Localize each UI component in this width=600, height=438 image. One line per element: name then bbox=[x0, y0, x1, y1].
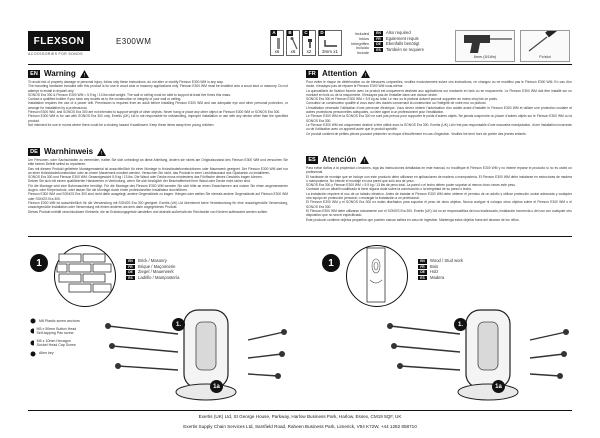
footer-divider bbox=[28, 410, 572, 411]
brick-wall-detail bbox=[54, 245, 116, 307]
material-de: DE Ziegel / Mauerwerk bbox=[126, 269, 179, 275]
step-badge-right: 1 bbox=[322, 254, 340, 272]
anchor-icon bbox=[30, 318, 36, 324]
part-qty: x6 bbox=[274, 49, 280, 54]
svg-text:!: ! bbox=[364, 158, 366, 164]
part-qty: 3mm x1 bbox=[321, 49, 338, 54]
part-c bbox=[302, 30, 316, 56]
model-number: E300WM bbox=[116, 37, 152, 46]
part-letter: D bbox=[320, 30, 324, 35]
part-qty: x2 bbox=[306, 49, 312, 54]
brand-tagline: ACCESSORIES FOR SONOS bbox=[28, 52, 83, 56]
material-en: EN Wood / Stud work bbox=[418, 258, 463, 264]
brick-pattern bbox=[55, 246, 113, 304]
cap-screw-icon bbox=[306, 39, 314, 49]
warning-triangle-icon bbox=[80, 70, 89, 78]
part-letter: C bbox=[304, 30, 308, 35]
allen-key-icon bbox=[30, 351, 36, 357]
flexson-logo: FLEXSON bbox=[28, 31, 90, 51]
material-es: ES Madera bbox=[418, 275, 463, 281]
svg-text:!: ! bbox=[364, 72, 367, 78]
drill-icon bbox=[456, 31, 516, 55]
wood-stud-detail bbox=[346, 245, 408, 307]
warning-triangle-icon bbox=[360, 156, 369, 164]
included-de: Inbegriffen bbox=[351, 41, 369, 46]
warning-body-es: Para evitar daños a la propiedad o lesiones, siga las instrucciones detalladas en este manual, no modifique el Flexson E300 WM y no intente reparar el producto si no es usted un profesional. El hardware de montaje que se incluye con este producto debe utilizarse en aplicaciones de madera o mampostería. El Flexson E300 WM debe instalarse en estructuras de madera o mampostería. No intente el montaje en una pared que solo sea de yeso. SONOS Era 300 y Flexson E300 WM = 5,9 kg / 13 lbs de peso total. La pared o el techo deben poder soportar al menos cinco veces este peso. Contacte con un albañil cualificado si tiene alguna duda sobre la construcción o la integridad de su pared o techo. La instalación requiere el uso de un taladro eléctrico. Antes de instalar el Flexson E300 WM debe obtener el permiso de un adulto y utilizar protección ocular adecuada y cualquier otro equipo de protección personal, o encargar la instalación a un profesional. El Flexson E300 WM y el SONOS Era 300 no están diseñados para soportar el peso de otros objetos. Nunca cuelgue ni coloque otros objetos sobre el Flexson E300 WM o el SONOS Era 300. El Flexson E300 WM debe utilizarse únicamente con el SONOS Era 300. Exertis (UK) Ltd no se responsabiliza del uso inadecuado, instalación incorrecta o del uso con cualquier otro dispositivo que no sea el especificado. Este producto contiene objetos pequeños que pueden causar asfixia en caso de ingestión. Mantenga estos objetos fuera del alcance de los niños. bbox=[306, 166, 572, 222]
bracket-base bbox=[458, 384, 518, 400]
warning-body-en: To avoid risk of property damage or personal injury, follow only these instructions, do not alter or modify Flexson E300 WM in any way. The mounting hardware included with this product is for use in wood stud or masonry applications only. Flexson E300 WM must be installed onto a wood stud or masonry. Do not attempt to install in drywall only. SONOS Era 300 & Flexson E300 WM = 5.9 kg / 13 lbs total weight. The wall or ceiling must be able to support at least five times this mass. Contact a qualified builder if you have any doubts as to the construction or integrity of your wall or ceiling. Installation requires the use of a power drill. Permission is required from an adult before installing Flexson E300 WM and use adequate eye and other personal protection, or arrange for installation by a professional. Flexson E300 WM, and SONOS Era 300 are not intended to support weight of other objects. Never hang or place any other object on Flexson E300 WM or SONOS Era 300. Flexson E300 WM is for use with SONOS Era 300 only. Exertis (UK) Ltd is not responsible for mishandling, improper installation or use with any device other than the specified product. Not intended for use in rooms where there could be a choking hazard if swallowed. Keep these items away from young children. bbox=[28, 80, 288, 127]
svg-text:!: ! bbox=[83, 72, 85, 78]
lang-code-en: EN bbox=[28, 70, 40, 78]
lang-code-fr: FR bbox=[306, 70, 318, 78]
substep-a-badge-left: 1a bbox=[210, 380, 223, 393]
part-qty: x6 bbox=[290, 49, 296, 54]
material-es: ES Ladrillo / Mampostería bbox=[126, 275, 179, 281]
step-badge-left: 1 bbox=[30, 254, 48, 272]
also-required-es: ES También se requiere bbox=[374, 48, 424, 53]
material-fr: FR Brique / Maçonnerie bbox=[126, 264, 179, 270]
warning-title-de: Warnhinweis bbox=[44, 147, 94, 156]
warning-title-en: Warning bbox=[44, 69, 76, 78]
included-es: Incluido bbox=[355, 46, 369, 51]
mid-divider bbox=[28, 236, 572, 237]
allen-key-icon bbox=[323, 38, 339, 48]
footer-address-uk: Exertis (UK) Ltd, St George House, Parkway, Harlow Business Park, Harlow, Essex, CM19 5QF, UK bbox=[198, 414, 402, 419]
brick-install-illustration bbox=[88, 300, 288, 410]
hardware-legend bbox=[30, 318, 82, 357]
part-b bbox=[286, 30, 300, 56]
cap-screw-icon bbox=[30, 340, 34, 346]
part-letter: A bbox=[272, 30, 276, 35]
legend-item-cap-screw: M5 x 10mm Hexagon Socket Head Cap Screw bbox=[30, 339, 82, 348]
substep-badge-left: 1. bbox=[172, 318, 185, 331]
warning-body-de: Um Personen- oder Sachschäden zu vermeiden, halten Sie sich unbedingt an diese Anleitung, ändern sie nichts am Originalzustand des Flexson E300 WM und versuchen Sie bitte keinen Defekt selbst zu reparieren. Das mit diesem Produkt gelieferte Montagematerial ist ausschließlich für einer Montage in Holzständerkonstruktionen oder Mauerwerk geeignet. Der Flexson E300 WM darf nur an einer Holzständerkonstruktion oder an einem Mauerwerk montiert werden. Versuchen Sie nicht, das Produkt in einer Leichtbauwand aus Gipskarton zu installieren. SONOS Era 300 und Flexson E300 WM: Gesamtgewicht 5,9 kg / 13 lbs. Die Wand oder Decke muss mindestens das Fünffache dieses Gewichts tragen können. Setzen Sie sich mit einem qualifizierten Handwerker in Verbindung, wenn Sie sich bezüglich der Beschaffenheit Ihrer Wand oder Decke nicht sicher sind. Für die Montage wird eine Bohrmaschine benötigt. Für die Montage des Flexson E300 WM wenden Sie sich bitte an einen Erwachsenen und nutzen Sie einen angemessenen Augen- oder Körperschutz, oder lassen Sie die Montage durch einen professionellen Installateur durchführen. Flexson E300 WM und SONOS Era 300 sind nicht dafür ausgelegt, andere Gegenstände zu tragen. Hängen oder stellen Sie niemals andere Gegenstände auf Flexson E300 WM oder SONOS Era 300. Flexson E300 WM ist ausschließlich für die Verwendung mit SONOS Era 300 geeignet. Exertis (UK) Ltd übernimmt keine Verantwortung für eine unsachgemäße Verwendung, unsachgemäße Installation oder Verwendung mit einem anderen als dem darin angegebenen Produkt. Dieses Produkt enthält verschluckbare Kleinteile, die an Erstickungsgefahr darstellen und deshalb außerhalb der Reichweite von Kindern aufbewahrt werden sollten. bbox=[28, 158, 288, 214]
substep-badge-right: 1. bbox=[454, 318, 467, 331]
warning-title-es: Atención bbox=[322, 155, 357, 164]
part-letter: B bbox=[288, 30, 292, 35]
part-d bbox=[318, 30, 342, 56]
warning-body-fr: Pour éviter le risque de détérioration ou de blessures corporelles, veuillez exclusivement suivre ces instructions, ne changez ou ne modifiez pas le Flexson E300 WM. En cas d'un doute, n'essayez pas de réparer le Flexson E300 WM vous-même. La quincaillerie de fixation fournie avec ce produit est uniquement destinée aux applications sur montants en bois ou en maçonnerie. Le Flexson E300 WM doit être installé sur un montant en bois ou de la maçonnerie. N'essayez pas de l'installer dans une cloison sèche. SONOS Era 300 et Flexson E300 WM = 5,9 kg au total. Le mur ou le plafond doivent pouvoir supporter au moins cinq fois ce poids. Consultez un constructeur qualifié si vous avez des doutes concernant la construction ou l'intégrité de votre mur ou plafond. L'installation nécessite l'utilisation d'une perceuse électrique. Vous devez obtenir l'autorisation d'un adulte avant d'installer le Flexson E300 WM et utiliser une protection oculaire et autres protections personnelles adéquates, ou faire appel à un professionnel pour l'installation. Le Flexson E300 WM et la SONOS Era 300 ne sont pas prévus pour supporter le poids d'autres objets. Ne jamais suspendre ou placer d'autres objets sur le Flexson E300 WM ou la SONOS Era 300. Le Flexson E300 WM est uniquement destiné à être utilisé avec la SONOS Era 300. Exertis (UK) Ltd n'est pas responsable d'une mauvaise manipulation, d'une installation incorrecte ou de l'utilisation avec un appareil autre que le produit spécifié. Ce produit contient de petites pièces pouvant présenter un risque d'étouffement en cas d'ingestion. Veuillez les tenir hors de portée des jeunes enfants. bbox=[306, 80, 572, 136]
screwdriver-icon bbox=[521, 31, 571, 55]
included-fr: Inklus bbox=[359, 36, 369, 41]
also-required-en: EN Also required bbox=[374, 31, 411, 36]
substep-a-badge-right: 1a bbox=[492, 380, 505, 393]
material-list-left bbox=[126, 258, 179, 280]
lang-code-es: ES bbox=[306, 156, 318, 164]
legend-item-allen-key: Allen key bbox=[30, 351, 82, 357]
bracket-base bbox=[176, 384, 236, 400]
wood-install-illustration bbox=[370, 300, 570, 410]
section-de-header bbox=[28, 147, 106, 156]
drill-tool bbox=[455, 30, 515, 62]
section-en-header bbox=[28, 69, 89, 78]
included-other: Include bbox=[356, 51, 369, 56]
wood-pattern bbox=[347, 246, 405, 304]
material-de: DE Holz bbox=[418, 269, 463, 275]
included-label bbox=[347, 32, 369, 56]
material-en: EN Brick / Masonry bbox=[126, 258, 179, 264]
footer-address-ie: Exertis Supply Chain Services Ltd, Sarsfield Road, Raheen Business Park, Limerick, V94 K72W, +44 1282 858710 bbox=[183, 424, 417, 429]
also-required-de: DE Ebenfalls benötigt bbox=[374, 42, 419, 47]
warning-title-fr: Attention bbox=[322, 69, 358, 78]
also-required-fr: FR Egalement requis bbox=[374, 37, 419, 42]
screw-icon bbox=[30, 328, 34, 334]
warning-triangle-icon bbox=[97, 148, 106, 156]
section-fr-header bbox=[306, 69, 370, 78]
header-divider bbox=[28, 64, 572, 65]
driver-caption: Pz/slot bbox=[539, 55, 551, 59]
material-fr: FR Bois bbox=[418, 264, 463, 270]
lang-code-de: DE bbox=[28, 148, 40, 156]
part-a bbox=[270, 30, 284, 56]
included-en: Included bbox=[354, 32, 369, 36]
section-es-header bbox=[306, 155, 369, 164]
drill-caption: 6mm (5/16in) bbox=[473, 55, 497, 59]
svg-text:!: ! bbox=[100, 150, 103, 156]
material-list-right bbox=[418, 258, 463, 280]
legend-item-pan-screw: M5 x 50mm Button Head Self-tapping Pan screw bbox=[30, 327, 82, 336]
screwdriver-tool bbox=[520, 30, 570, 62]
warning-triangle-icon bbox=[361, 70, 370, 78]
legend-item-anchors: M6 Plastic screw anchors bbox=[30, 318, 82, 324]
